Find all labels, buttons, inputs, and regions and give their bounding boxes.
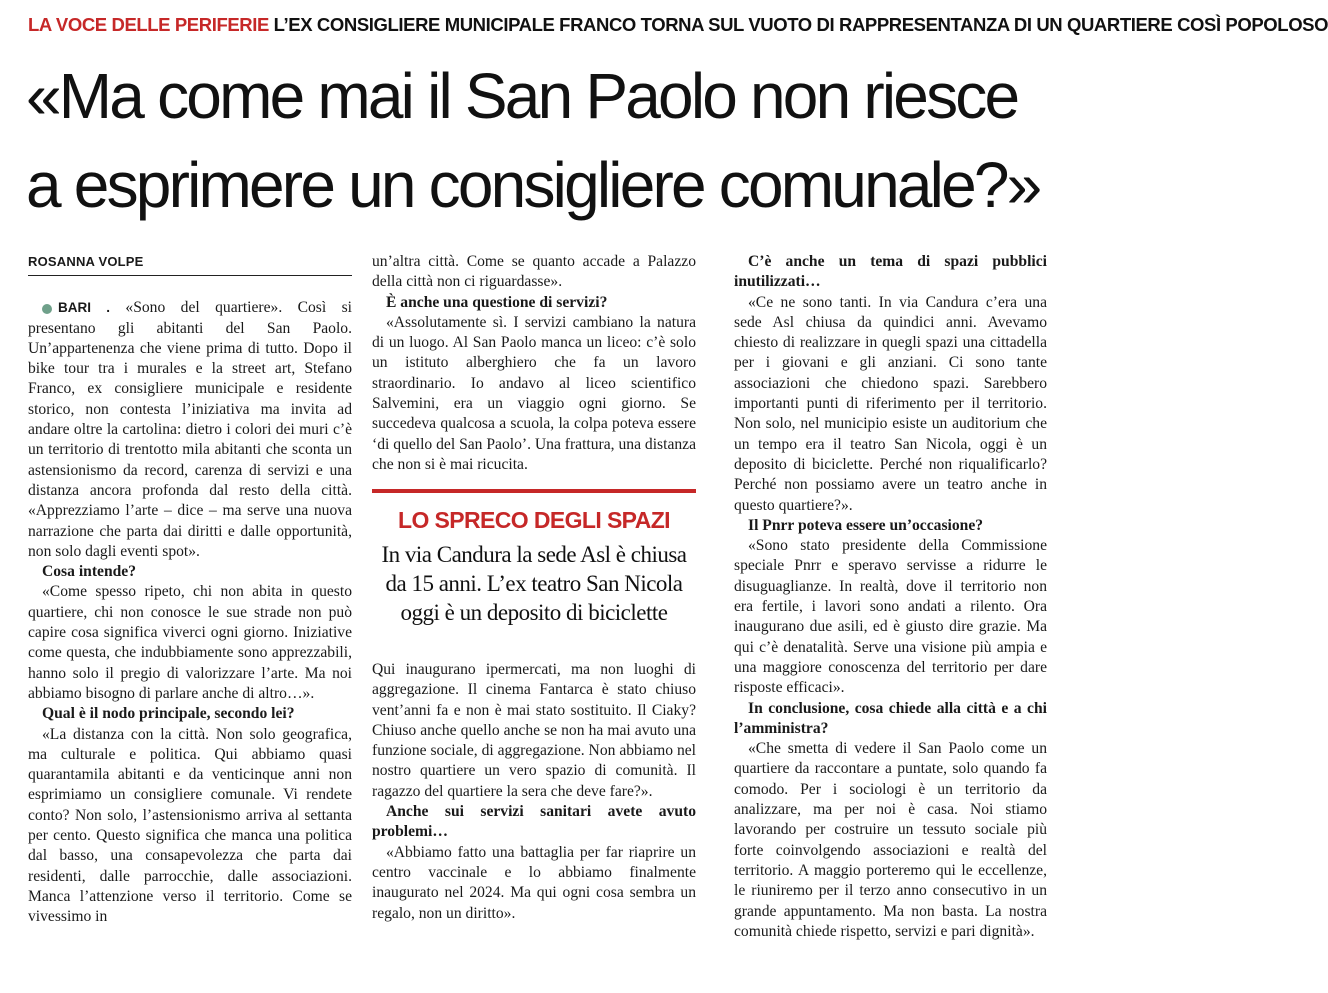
question: Anche sui servizi sanitari avete avuto problemi… bbox=[372, 803, 696, 841]
answer-paragraph: «Come spesso ripeto, chi non abita in questo quartiere, chi non conosce le sue strade non può capire cosa significa viverci ogni giorno. Iniziative come questa, che indubbiamente sono apprezzabili, hanno solo il pregio di valorizzare l’arte. Ma noi abbiamo bisogno di parlare anche di altro…». bbox=[28, 583, 352, 702]
pull-box-title: LO SPRECO DEGLI SPAZI bbox=[398, 507, 670, 533]
answer-paragraph: «La distanza con la città. Non solo geografica, ma culturale e politica. Qui abbiamo quasi quarantamila abitanti e da venticinque anni non esprimiamo un consigliere comunale. Vi rendete conto? Non solo, l’astensionismo arriva al settanta per cento. Questo significa che manca una politica dal basso, una consapevolezza che parta dai residenti, dalle parrocchie, dalle associazioni. Manca l’attenzione verso il territorio. Come se vivessimo in bbox=[28, 725, 352, 926]
article-column-2 bbox=[372, 252, 696, 475]
question: Il Pnrr poteva essere un’occasione? bbox=[748, 516, 984, 534]
section-label: LA VOCE DELLE PERIFERIE bbox=[28, 14, 269, 35]
pull-box-subtitle: In via Candura la sede Asl è chiusa da 15 anni. L’ex teatro San Nicola oggi è un deposito di biciclette bbox=[381, 542, 687, 625]
answer-paragraph: «Sono stato presidente della Commissione speciale Pnrr e speravo servisse a ridurre le disuguaglianze. In realtà, dove il territorio non era fertile, i lavori sono andati a rilento. Ora inaugurano due asili, ed è giusto dire grazie. Ma qui c’è denatalità. Serve una visione più ampia e una maggiore conoscenza del territorio per dare risposte efficaci». bbox=[734, 537, 1047, 697]
bullet-dot-icon bbox=[42, 304, 52, 314]
answer-paragraph: «Che smetta di vedere il San Paolo come un quartiere da raccontare a puntate, solo quando fa comodo. Per i sociologi è un territorio da analizzare, ma per noi è casa. Noi stiamo lavorando per costruire un tessuto sociale più forte coinvolgendo associazioni e realtà del territorio. A maggio porteremo qui le eccellenze, le riuniremo per il terzo anno consecutivo in un grande appuntamento. Ma non basta. La nostra comunità chiede rispetto, servizi e pari dignità». bbox=[734, 740, 1047, 940]
headline-line-1: «Ma come mai il San Paolo non riesce bbox=[26, 60, 1018, 132]
answer-paragraph: «Abbiamo fatto una battaglia per far riaprire un centro vaccinale e lo abbiamo finalmente inaugurato nel 2024. Ma qui ogni cosa sembra un regalo, non un diritto». bbox=[372, 843, 696, 922]
question: È anche una questione di servizi? bbox=[386, 293, 608, 311]
question: In conclusione, cosa chiede alla città e a chi l’amministra? bbox=[734, 699, 1047, 737]
answer-paragraph: «Assolutamente sì. I servizi cambiano la natura di un luogo. Al San Paolo manca un liceo: c’è solo un istituto alberghiero che fa un lavoro straordinario. Io andavo al liceo scientifico Salvemini, era un viaggio ogni giorno. Se succedeva qualcosa a scuola, la colpa poteva essere ‘di quello del San Paolo’. Una frattura, una distanza che non si è mai ricucita. bbox=[372, 313, 696, 473]
article-column-1 bbox=[28, 252, 352, 928]
article-column-3 bbox=[734, 252, 1047, 942]
kicker bbox=[28, 14, 1328, 36]
headline-line-2: a esprimere un consigliere comunale?» bbox=[26, 149, 1040, 221]
answer-paragraph: «Ce ne sono tanti. In via Candura c’era una sede Asl chiusa da quindici anni. Avevamo chiesto di realizzare in quegli spazi una cittadella per i giovani e gli anziani. Ci sono tante associazioni che chiedono spazi. Sarebbero importanti punti di riferimento per il territorio. Non solo, nel municipio esiste un auditorium che un tempo era il teatro San Nicola, oggi è un deposito di biciclette. Perché non riqualificarlo? Perché non possiamo avere un teatro anche in questo quartiere?». bbox=[734, 293, 1047, 514]
lead-paragraph bbox=[28, 298, 352, 562]
answer-paragraph: Qui inaugurano ipermercati, ma non luoghi di aggregazione. Il cinema Fantarca è stato chiuso vent’anni fa e non è mai stato sostituito. Il Ciaky? Chiuso anche quello anche se non ha mai avuto una funzione sociale, di aggregazione. Non abbiamo nel nostro quartiere un vero spazio di comunità. Il ragazzo del quartiere la sera che deve fare?». bbox=[372, 661, 696, 800]
lead-text: «Sono del quartiere». Così si presentano gli abitanti del San Paolo. Un’appartenenza che viene prima di tutto. Dopo il bike tour tra i murales e la street art, Stefano Franco, ex consigliere municipale e residente storico, non contesta l’iniziativa ma invita ad andare oltre la cartolina: dietro i colori dei muri c’è un territorio di trentotto mila abitanti che sconta un astensionismo da record, carenza di servizi e una distanza ancora profonda dal resto della città. «Apprezziamo l’arte – dice – ma serve una nuova narrazione che parta dai diritti e dalle opportunità, non solo dagli eventi spot». bbox=[28, 299, 353, 560]
kicker-text: L’EX CONSIGLIERE MUNICIPALE FRANCO TORNA SUL VUOTO DI RAPPRESENTANZA DI UN QUARTIERE COSÌ POPOLOSO bbox=[273, 14, 1328, 35]
continued-paragraph: un’altra città. Come se quanto accade a Palazzo della città non ci riguardasse». bbox=[372, 253, 696, 291]
pull-box bbox=[372, 489, 696, 627]
dateline: BARI . bbox=[58, 300, 110, 316]
question: C’è anche un tema di spazi pubblici inutilizzati… bbox=[734, 253, 1047, 291]
question: Cosa intende? bbox=[42, 563, 137, 581]
headline bbox=[26, 52, 1066, 230]
byline: ROSANNA VOLPE bbox=[28, 252, 352, 276]
question: Qual è il nodo principale, secondo lei? bbox=[42, 705, 295, 723]
article-column-2-lower bbox=[372, 660, 696, 924]
